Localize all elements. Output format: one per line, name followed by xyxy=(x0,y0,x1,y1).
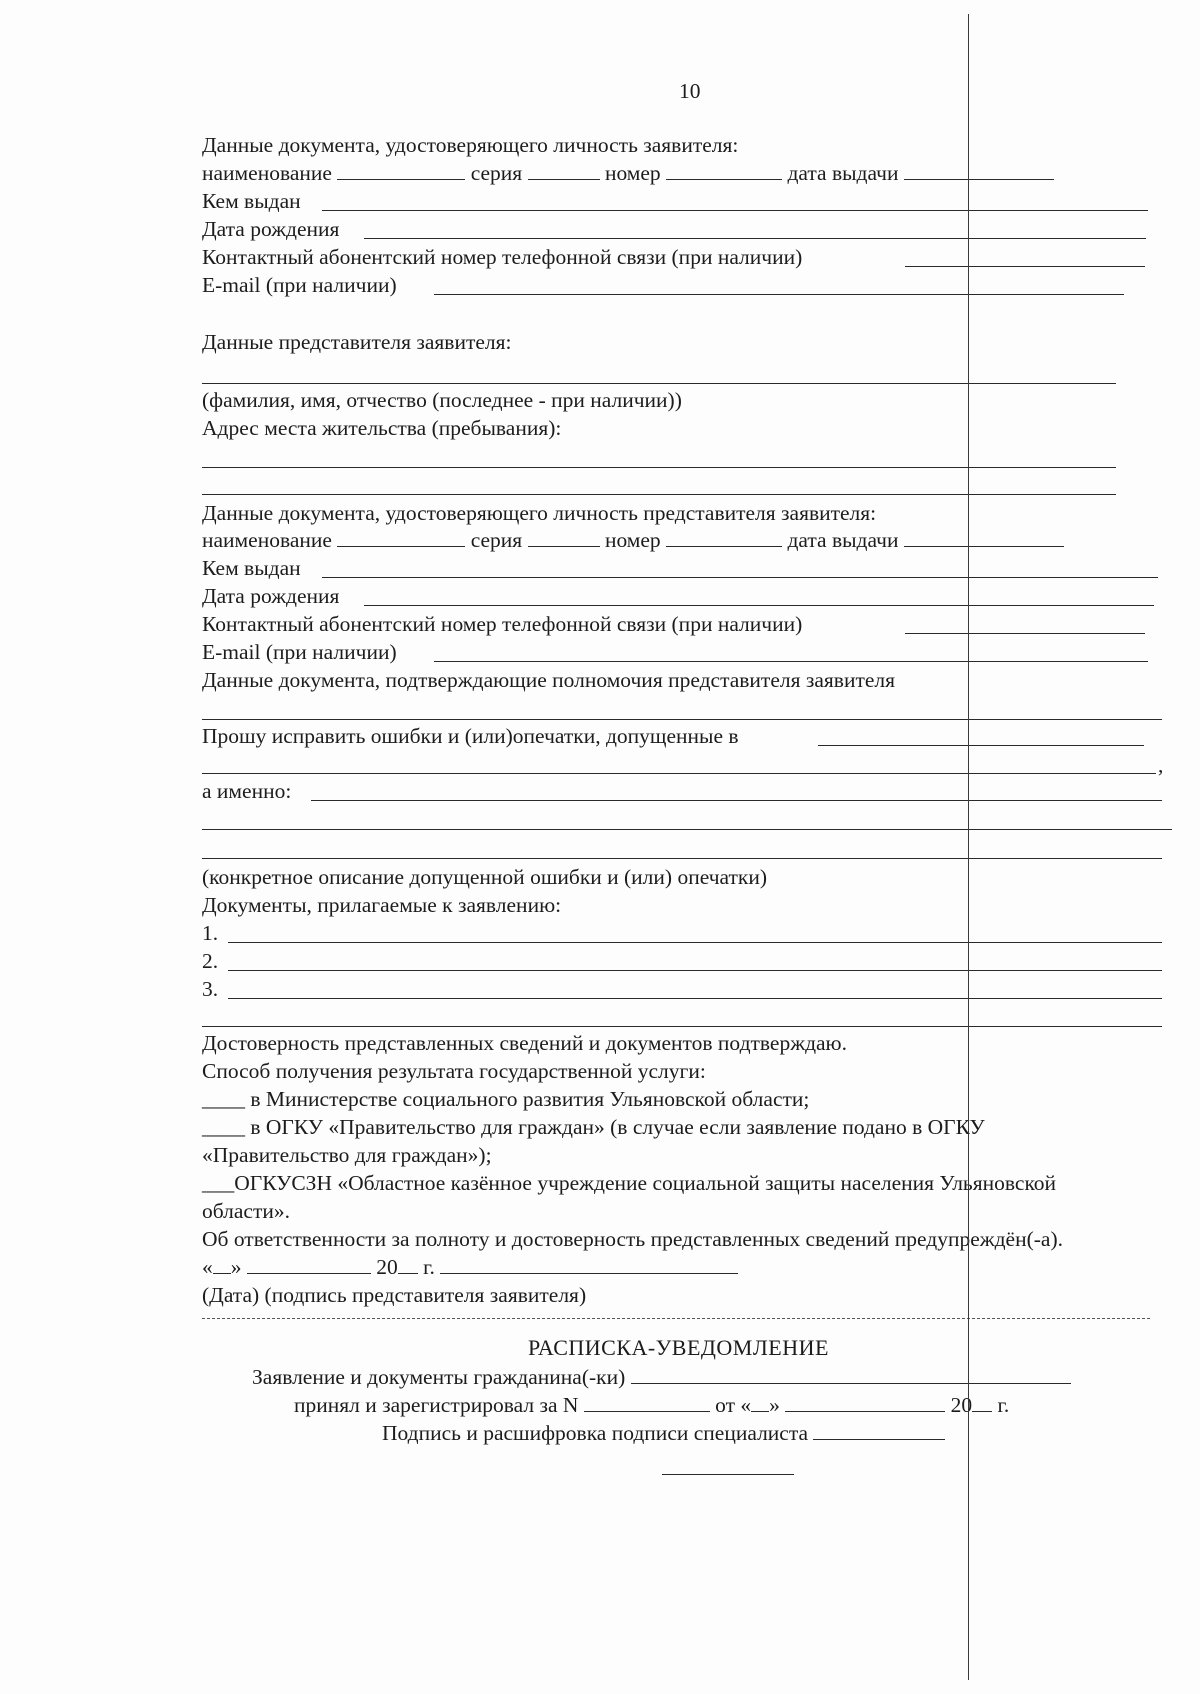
attachments-heading: Документы, прилагаемые к заявлению: xyxy=(202,893,562,917)
attachment-item-3-input[interactable] xyxy=(228,998,1162,999)
issued-by-input[interactable] xyxy=(322,210,1148,211)
name-input[interactable] xyxy=(337,161,465,180)
signature-input[interactable] xyxy=(440,1255,738,1274)
day-input[interactable] xyxy=(213,1255,231,1274)
attachment-item-2-input[interactable] xyxy=(228,970,1162,971)
rep-number-label: номер xyxy=(604,528,661,552)
rep-issue-date-label: дата выдачи xyxy=(787,528,899,552)
rep-series-input[interactable] xyxy=(528,528,600,547)
rep-phone-label: Контактный абонентский номер телефонной связи (при наличии) xyxy=(202,612,803,636)
responsibility-statement: Об ответственности за полноту и достоверность представленных сведений предупреждён(-а). xyxy=(202,1227,1063,1251)
birth-date-label: Дата рождения xyxy=(202,217,340,241)
representative-address-input-1[interactable] xyxy=(202,467,1116,468)
method-option-3-cont: области». xyxy=(202,1199,290,1223)
correction-request-label: Прошу исправить ошибки и (или)опечатки, допущенные в xyxy=(202,724,739,748)
date-close-quote: » xyxy=(230,1255,242,1279)
rep-name-input[interactable] xyxy=(337,528,465,547)
receipt-day-input[interactable] xyxy=(751,1393,769,1412)
rep-issue-date-input[interactable] xyxy=(904,528,1064,547)
applicant-doc-fields-row xyxy=(202,160,1054,186)
phone-input[interactable] xyxy=(905,266,1145,267)
rep-email-input[interactable] xyxy=(434,661,1148,662)
receipt-month-input[interactable] xyxy=(785,1393,945,1412)
number-input[interactable] xyxy=(666,161,782,180)
representative-doc-heading: Данные документа, удостоверяющего личность представителя заявителя: xyxy=(202,501,877,525)
series-label: серия xyxy=(470,161,523,185)
received-label: Заявление и документы гражданина(-ки) xyxy=(252,1365,626,1389)
rep-authority-label: Данные документа, подтверждающие полномочия представителя заявителя xyxy=(202,668,896,692)
year-input[interactable] xyxy=(398,1255,418,1274)
attachment-item-3-number: 3. xyxy=(202,977,219,1001)
citizen-name-input[interactable] xyxy=(631,1365,1071,1384)
namely-input-3[interactable] xyxy=(202,858,1162,859)
page-number: 10 xyxy=(679,79,701,103)
end-rule xyxy=(662,1474,794,1475)
correction-request-input-2[interactable] xyxy=(202,773,1156,774)
year-suffix: г. xyxy=(423,1255,435,1279)
phone-label: Контактный абонентский номер телефонной связи (при наличии) xyxy=(202,245,803,269)
receipt-title: РАСПИСКА-УВЕДОМЛЕНИЕ xyxy=(528,1335,829,1360)
option-1-checkbox[interactable]: ____ xyxy=(202,1087,245,1111)
rep-number-input[interactable] xyxy=(666,528,782,547)
specialist-label: Подпись и расшифровка подписи специалиста xyxy=(382,1421,809,1445)
rep-birth-date-label: Дата рождения xyxy=(202,584,340,608)
attachment-item-1-number: 1. xyxy=(202,921,219,945)
receipt-registered-row xyxy=(294,1392,1009,1418)
signature-caption: (Дата) (подпись представителя заявителя) xyxy=(202,1283,587,1307)
representative-address-input-2[interactable] xyxy=(202,494,1116,495)
specialist-signature-input[interactable] xyxy=(813,1421,945,1440)
namely-input-1[interactable] xyxy=(311,800,1162,801)
option-3-checkbox[interactable]: ___ xyxy=(202,1171,235,1195)
attachment-extra-input[interactable] xyxy=(202,1026,1162,1027)
rep-authority-input[interactable] xyxy=(202,719,1162,720)
receipt-received-row xyxy=(252,1364,1071,1390)
rep-email-label: E-mail (при наличии) xyxy=(202,640,397,664)
registered-label: принял и зарегистрировал за N xyxy=(294,1393,579,1417)
attachment-item-2-number: 2. xyxy=(202,949,219,973)
email-input[interactable] xyxy=(434,294,1124,295)
rep-name-label: наименование xyxy=(202,528,332,552)
series-input[interactable] xyxy=(528,161,600,180)
representative-doc-fields-row xyxy=(202,527,1064,553)
registration-number-input[interactable] xyxy=(584,1393,710,1412)
name-label: наименование xyxy=(202,161,332,185)
month-input[interactable] xyxy=(247,1255,371,1274)
date-signature-row xyxy=(202,1254,738,1280)
from-label: от « xyxy=(715,1393,752,1417)
from-close-quote: » xyxy=(769,1393,780,1417)
receipt-year-input[interactable] xyxy=(972,1393,992,1412)
correction-comma: , xyxy=(1158,753,1164,777)
rep-issued-by-label: Кем выдан xyxy=(202,556,301,580)
receipt-specialist-row xyxy=(382,1420,945,1446)
attachment-item-1-input[interactable] xyxy=(228,942,1162,943)
birth-date-input[interactable] xyxy=(364,238,1146,239)
namely-label: а именно: xyxy=(202,779,292,803)
option-2-label: в ОГКУ «Правительство для граждан» (в случае если заявление подано в ОГКУ xyxy=(250,1115,985,1139)
description-caption: (конкретное описание допущенной ошибки и (или) опечатки) xyxy=(202,865,768,889)
cut-line xyxy=(202,1318,1150,1319)
namely-input-2[interactable] xyxy=(202,829,1172,830)
representative-heading: Данные представителя заявителя: xyxy=(202,330,512,354)
applicant-doc-heading: Данные документа, удостоверяющего личность заявителя: xyxy=(202,133,739,157)
option-2-checkbox[interactable]: ____ xyxy=(202,1115,245,1139)
rep-issued-by-input[interactable] xyxy=(322,577,1158,578)
year-prefix: 20 xyxy=(376,1255,398,1279)
issued-by-label: Кем выдан xyxy=(202,189,301,213)
method-option-3 xyxy=(202,1170,1056,1196)
issue-date-label: дата выдачи xyxy=(787,161,899,185)
rep-birth-date-input[interactable] xyxy=(364,605,1154,606)
confirm-statement: Достоверность представленных сведений и документов подтверждаю. xyxy=(202,1031,847,1055)
method-option-1 xyxy=(202,1086,809,1112)
correction-request-input[interactable] xyxy=(818,745,1144,746)
representative-fio-input[interactable] xyxy=(202,383,1116,384)
method-option-2-cont: «Правительство для граждан»); xyxy=(202,1143,492,1167)
rep-series-label: серия xyxy=(470,528,523,552)
method-heading: Способ получения результата государственной услуги: xyxy=(202,1059,706,1083)
rep-phone-input[interactable] xyxy=(905,633,1145,634)
receipt-year-suffix: г. xyxy=(997,1393,1010,1417)
issue-date-input[interactable] xyxy=(904,161,1054,180)
number-label: номер xyxy=(604,161,661,185)
receipt-year-prefix: 20 xyxy=(950,1393,973,1417)
email-label: E-mail (при наличии) xyxy=(202,273,397,297)
date-open-quote: « xyxy=(202,1255,213,1279)
representative-address-label: Адрес места жительства (пребывания): xyxy=(202,416,562,440)
option-3-label: ОГКУСЗН «Областное казённое учреждение социальной защиты населения Ульяновской xyxy=(234,1171,1057,1195)
representative-fio-caption: (фамилия, имя, отчество (последнее - при наличии)) xyxy=(202,388,682,412)
option-1-label: в Министерстве социального развития Ульяновской области; xyxy=(250,1087,810,1111)
scan-vertical-line xyxy=(968,14,969,1680)
method-option-2 xyxy=(202,1114,985,1140)
